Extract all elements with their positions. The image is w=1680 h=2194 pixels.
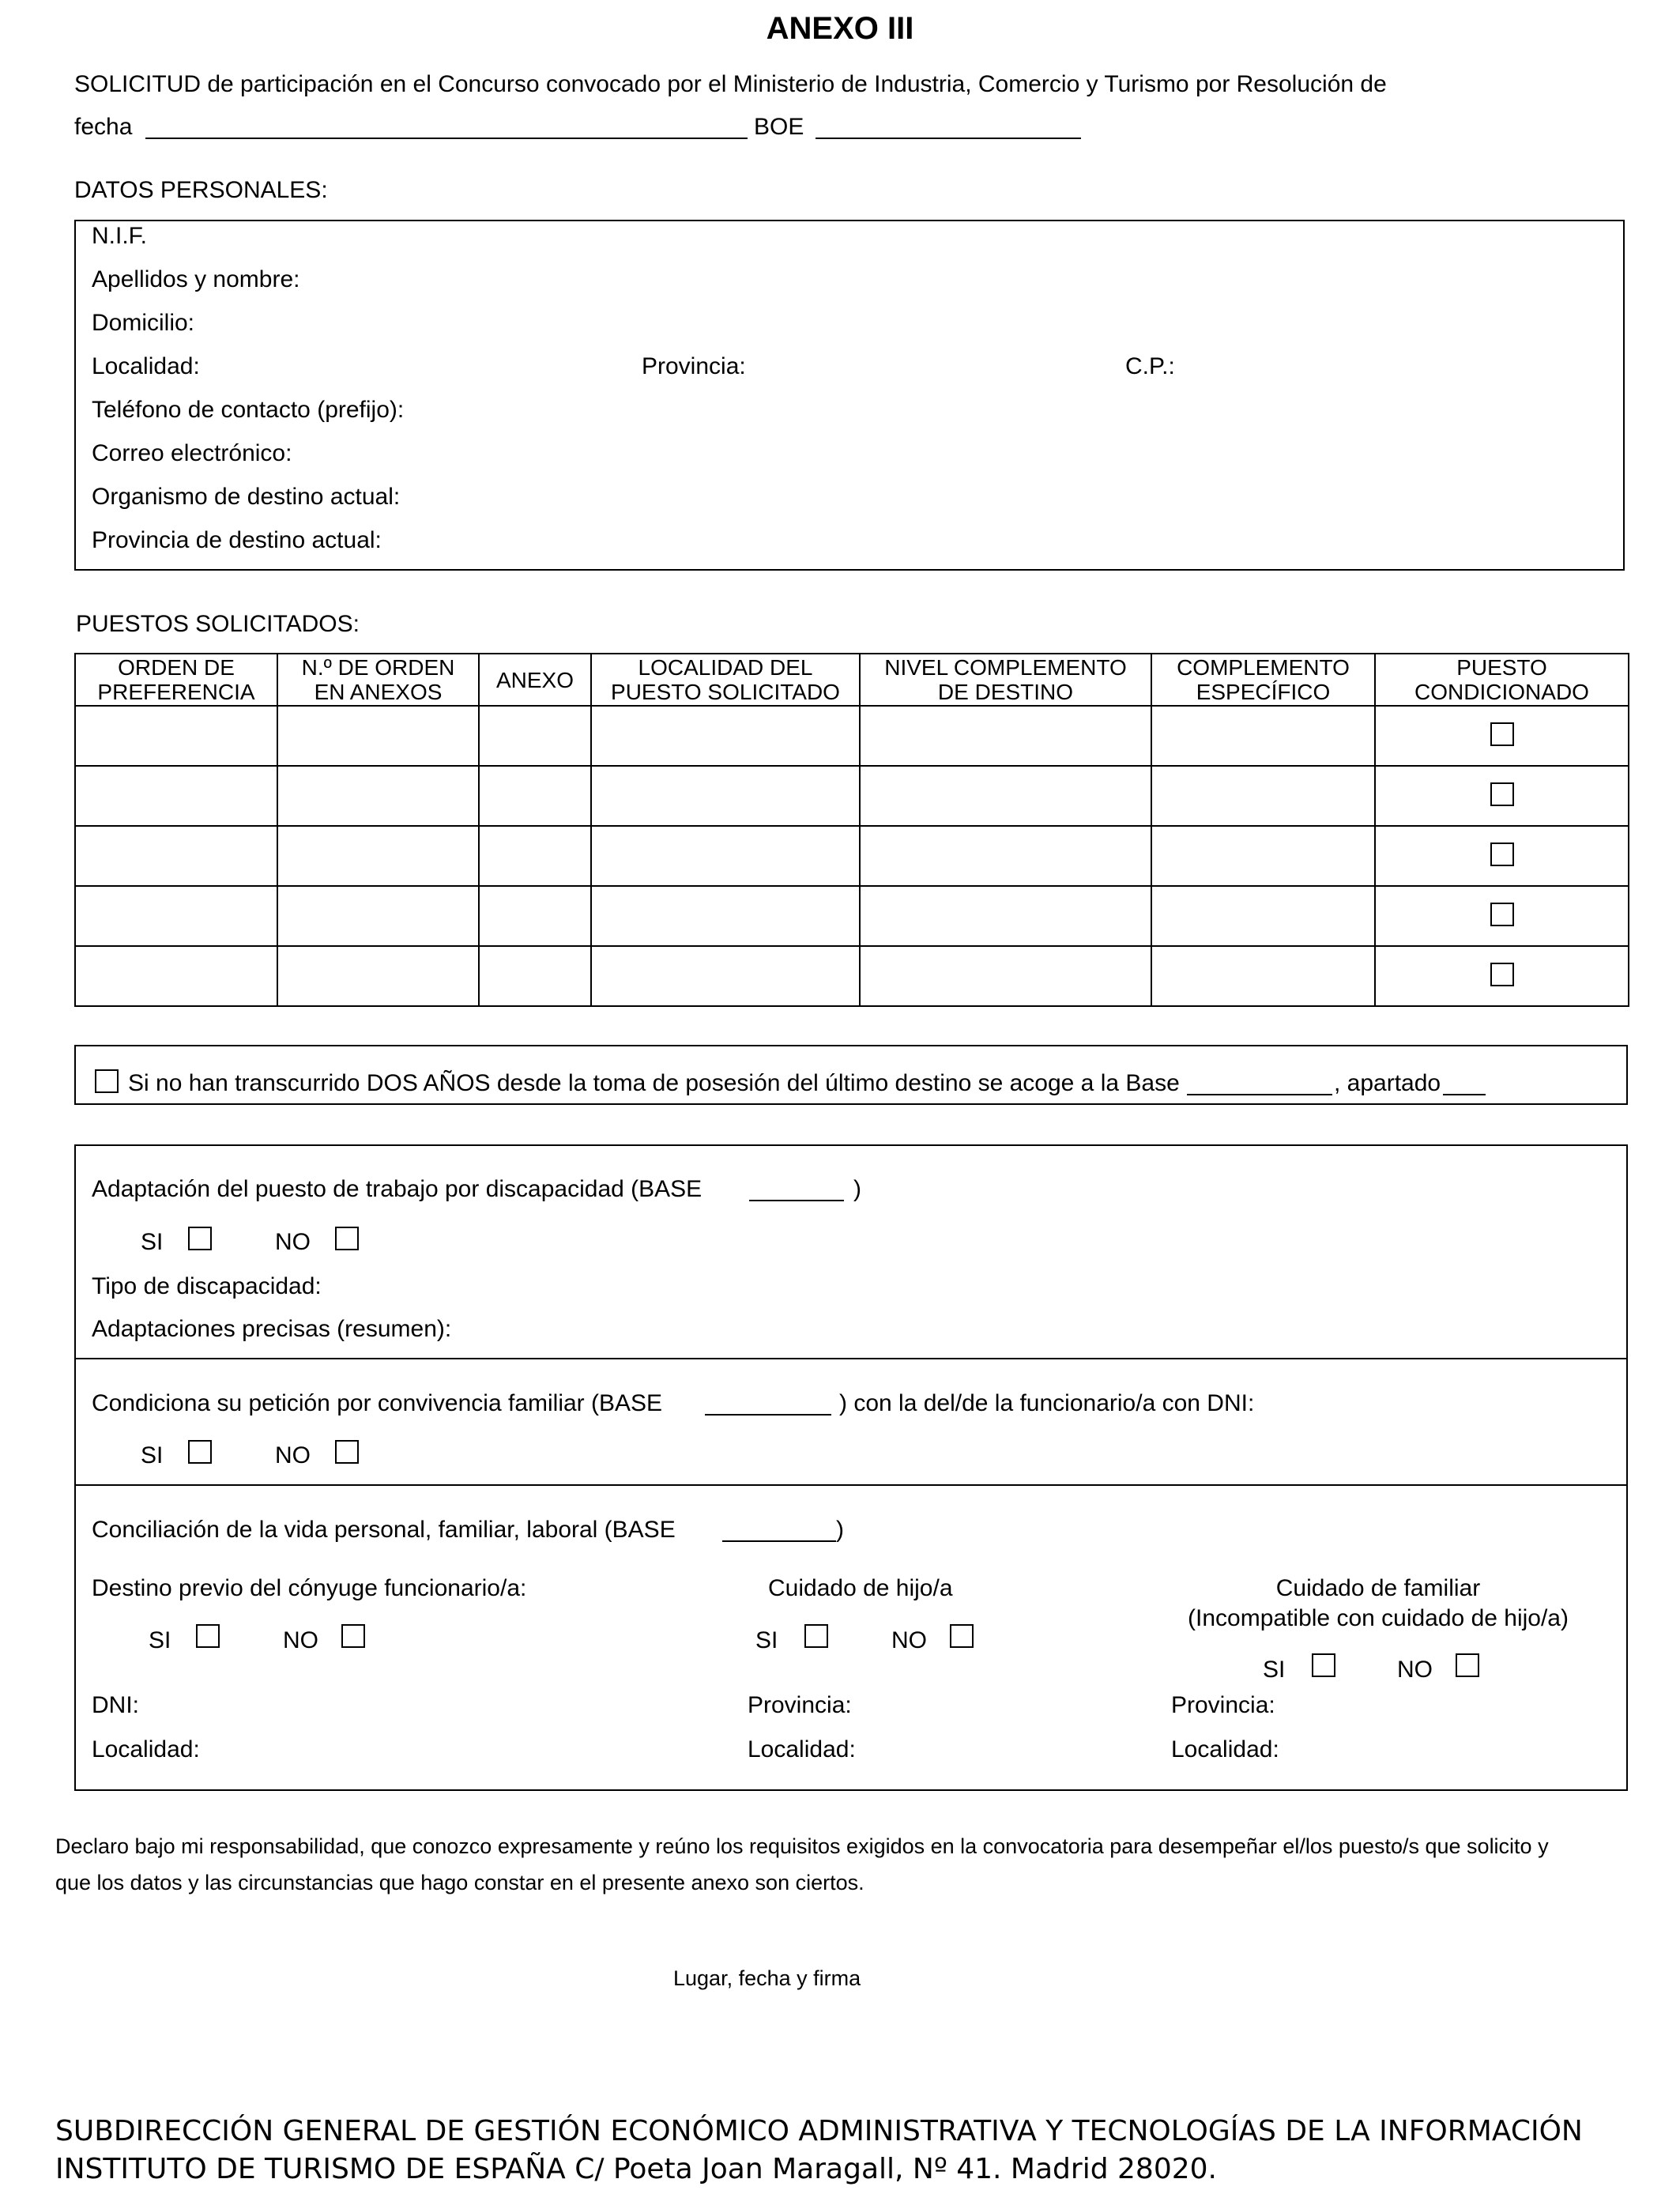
puesto-condicionado-checkbox[interactable] bbox=[1490, 963, 1514, 986]
cell-input[interactable] bbox=[1151, 946, 1375, 1006]
telefono-field[interactable]: Teléfono de contacto (prefijo): bbox=[92, 397, 405, 423]
conyuge-no-label: NO bbox=[283, 1627, 318, 1653]
col-orden-preferencia: ORDEN DE PREFERENCIA bbox=[75, 654, 277, 706]
puesto-condicionado-checkbox[interactable] bbox=[1490, 782, 1514, 806]
convivencia-dni-label: ) con la del/de la funcionario/a con DNI: bbox=[839, 1390, 1255, 1416]
familiar-si-label: SI bbox=[1263, 1657, 1286, 1683]
puesto-condicionado-checkbox[interactable] bbox=[1490, 722, 1514, 746]
domicilio-field[interactable]: Domicilio: bbox=[92, 310, 195, 336]
col-anexo: ANEXO bbox=[479, 654, 591, 706]
cell-input[interactable] bbox=[479, 826, 591, 886]
convivencia-title: Condiciona su petición por convivencia familiar (BASE bbox=[92, 1390, 663, 1416]
col-numero-orden: N.º DE ORDEN EN ANEXOS bbox=[277, 654, 479, 706]
cell-input[interactable] bbox=[860, 886, 1151, 946]
familiar-no-label: NO bbox=[1397, 1657, 1433, 1683]
cell-input[interactable] bbox=[591, 766, 860, 826]
base-field[interactable] bbox=[1187, 1094, 1332, 1095]
cell-input[interactable] bbox=[860, 946, 1151, 1006]
page-title: ANEXO III bbox=[766, 11, 914, 46]
apellidos-field[interactable]: Apellidos y nombre: bbox=[92, 266, 300, 292]
discapacidad-title: Adaptación del puesto de trabajo por discapacidad (BASE bbox=[92, 1176, 703, 1202]
convivencia-si-checkbox[interactable] bbox=[188, 1440, 212, 1464]
table-row bbox=[75, 706, 1629, 766]
cell-input[interactable] bbox=[277, 946, 479, 1006]
convivencia-si-label: SI bbox=[141, 1442, 164, 1468]
conciliacion-close-paren: ) bbox=[836, 1517, 844, 1543]
familiar-localidad-field[interactable]: Localidad: bbox=[1171, 1736, 1279, 1762]
cell-input[interactable] bbox=[860, 766, 1151, 826]
boe-field[interactable] bbox=[816, 138, 1081, 139]
dos-anos-checkbox[interactable] bbox=[95, 1069, 119, 1093]
cell-input[interactable] bbox=[277, 826, 479, 886]
organismo-field[interactable]: Organismo de destino actual: bbox=[92, 484, 401, 510]
cp-field[interactable]: C.P.: bbox=[1125, 353, 1175, 379]
cell-input[interactable] bbox=[591, 946, 860, 1006]
cell-input[interactable] bbox=[1151, 886, 1375, 946]
col-localidad-puesto: LOCALIDAD DEL PUESTO SOLICITADO bbox=[591, 654, 860, 706]
convivencia-no-checkbox[interactable] bbox=[335, 1440, 359, 1464]
footer-department: SUBDIRECCIÓN GENERAL DE GESTIÓN ECONÓMICO ADMINISTRATIVA Y TECNOLOGÍAS DE LA INFORMACIÓN bbox=[55, 2115, 1583, 2147]
declaration-line-1: Declaro bajo mi responsabilidad, que conozco expresamente y reúno los requisitos exigidos en la convocatoria para desempeñar el/los puesto/s que solicito y bbox=[55, 1834, 1549, 1858]
conyuge-localidad-field[interactable]: Localidad: bbox=[92, 1736, 200, 1762]
cell-input[interactable] bbox=[479, 766, 591, 826]
table-row bbox=[75, 826, 1629, 886]
conyuge-title: Destino previo del cónyuge funcionario/a: bbox=[92, 1575, 527, 1601]
puesto-condicionado-checkbox[interactable] bbox=[1490, 903, 1514, 926]
convivencia-base-field[interactable] bbox=[705, 1414, 831, 1416]
section-divider bbox=[74, 1358, 1628, 1359]
fecha-field[interactable] bbox=[145, 138, 748, 139]
cell-input[interactable] bbox=[277, 886, 479, 946]
conyuge-no-checkbox[interactable] bbox=[341, 1624, 365, 1648]
hijo-provincia-field[interactable]: Provincia: bbox=[748, 1692, 852, 1718]
discapacidad-no-label: NO bbox=[275, 1229, 311, 1255]
cell-input[interactable] bbox=[75, 826, 277, 886]
col-nivel-complemento: NIVEL COMPLEMENTO DE DESTINO bbox=[860, 654, 1151, 706]
discapacidad-close-paren: ) bbox=[853, 1176, 861, 1202]
declaration-line-2: que los datos y las circunstancias que hago constar en el presente anexo son ciertos. bbox=[55, 1871, 864, 1894]
tipo-discapacidad-field[interactable]: Tipo de discapacidad: bbox=[92, 1273, 322, 1299]
fecha-label: fecha bbox=[74, 114, 133, 140]
conyuge-si-label: SI bbox=[149, 1627, 171, 1653]
col-complemento-especifico: COMPLEMENTO ESPECÍFICO bbox=[1151, 654, 1375, 706]
conyuge-si-checkbox[interactable] bbox=[196, 1624, 220, 1648]
table-row bbox=[75, 766, 1629, 826]
puesto-condicionado-checkbox[interactable] bbox=[1490, 843, 1514, 866]
discapacidad-si-checkbox[interactable] bbox=[188, 1227, 212, 1250]
cell-input[interactable] bbox=[479, 706, 591, 766]
hijo-si-checkbox[interactable] bbox=[804, 1624, 828, 1648]
nif-field[interactable]: N.I.F. bbox=[92, 223, 148, 249]
familiar-si-checkbox[interactable] bbox=[1312, 1653, 1335, 1677]
cell-input[interactable] bbox=[1151, 826, 1375, 886]
cell-input[interactable] bbox=[75, 766, 277, 826]
table-row bbox=[75, 886, 1629, 946]
hijo-title: Cuidado de hijo/a bbox=[768, 1575, 953, 1601]
cell-input[interactable] bbox=[591, 826, 860, 886]
cell-input[interactable] bbox=[479, 946, 591, 1006]
boe-label: BOE bbox=[754, 114, 804, 140]
dos-anos-text: Si no han transcurrido DOS AÑOS desde la toma de posesión del último destino se acoge a la Base bbox=[128, 1070, 1180, 1096]
convivencia-no-label: NO bbox=[275, 1442, 311, 1468]
provincia-destino-field[interactable]: Provincia de destino actual: bbox=[92, 527, 382, 553]
cell-input[interactable] bbox=[277, 766, 479, 826]
discapacidad-si-label: SI bbox=[141, 1229, 164, 1255]
provincia-field[interactable]: Provincia: bbox=[642, 353, 746, 379]
cell-input[interactable] bbox=[860, 826, 1151, 886]
table-row bbox=[75, 946, 1629, 1006]
hijo-no-checkbox[interactable] bbox=[950, 1624, 974, 1648]
positions-section-label: PUESTOS SOLICITADOS: bbox=[76, 611, 360, 637]
discapacidad-no-checkbox[interactable] bbox=[335, 1227, 359, 1250]
adaptaciones-field[interactable]: Adaptaciones precisas (resumen): bbox=[92, 1316, 452, 1342]
apartado-field[interactable] bbox=[1443, 1094, 1486, 1095]
conyuge-dni-field[interactable]: DNI: bbox=[92, 1692, 139, 1718]
correo-field[interactable]: Correo electrónico: bbox=[92, 440, 292, 466]
col-puesto-condicionado: PUESTO CONDICIONADO bbox=[1375, 654, 1629, 706]
section-divider bbox=[74, 1484, 1628, 1486]
discapacidad-base-field[interactable] bbox=[749, 1200, 844, 1201]
solicitud-text: SOLICITUD de participación en el Concurso convocado por el Ministerio de Industria, Comercio y Turismo por Resolución de bbox=[74, 71, 1387, 97]
personal-data-box bbox=[74, 220, 1625, 571]
cell-input[interactable] bbox=[860, 706, 1151, 766]
signature-label: Lugar, fecha y firma bbox=[673, 1966, 861, 1990]
cell-input[interactable] bbox=[591, 886, 860, 946]
personal-section-label: DATOS PERSONALES: bbox=[74, 177, 328, 203]
conciliacion-base-field[interactable] bbox=[722, 1540, 836, 1542]
cell-input[interactable] bbox=[75, 946, 277, 1006]
hijo-localidad-field[interactable]: Localidad: bbox=[748, 1736, 856, 1762]
positions-table bbox=[74, 653, 1629, 1007]
apartado-label: , apartado bbox=[1334, 1070, 1441, 1096]
footer-address: INSTITUTO DE TURISMO DE ESPAÑA C/ Poeta Joan Maragall, Nº 41. Madrid 28020. bbox=[55, 2153, 1217, 2185]
localidad-field[interactable]: Localidad: bbox=[92, 353, 200, 379]
cell-input[interactable] bbox=[75, 706, 277, 766]
cell-input[interactable] bbox=[277, 706, 479, 766]
familiar-provincia-field[interactable]: Provincia: bbox=[1171, 1692, 1275, 1718]
familiar-no-checkbox[interactable] bbox=[1456, 1653, 1479, 1677]
cell-input[interactable] bbox=[1151, 766, 1375, 826]
conciliacion-title: Conciliación de la vida personal, familiar, laboral (BASE bbox=[92, 1517, 676, 1543]
cell-input[interactable] bbox=[75, 886, 277, 946]
familiar-title: Cuidado de familiar bbox=[1275, 1575, 1481, 1601]
hijo-si-label: SI bbox=[755, 1627, 778, 1653]
cell-input[interactable] bbox=[1151, 706, 1375, 766]
table-header-row bbox=[75, 654, 1629, 706]
familiar-subtitle: (Incompatible con cuidado de hijo/a) bbox=[1188, 1605, 1569, 1631]
hijo-no-label: NO bbox=[891, 1627, 927, 1653]
cell-input[interactable] bbox=[591, 706, 860, 766]
cell-input[interactable] bbox=[479, 886, 591, 946]
